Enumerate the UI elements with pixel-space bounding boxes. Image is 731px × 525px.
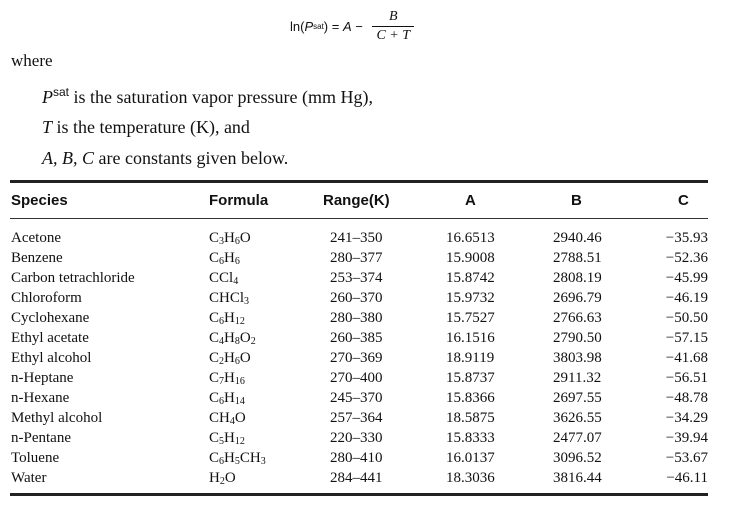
formula-subscript: 4 — [219, 336, 225, 347]
formula-subscript: 2 — [250, 336, 256, 347]
cell-range: 245–370 — [330, 390, 383, 406]
psat-var: P — [42, 87, 53, 107]
formula-element: C — [209, 370, 220, 386]
equation-close-paren: ) — [323, 18, 329, 34]
equation-a: A — [342, 18, 352, 34]
cell-b: 2696.79 — [553, 290, 602, 306]
table-header-rule — [10, 218, 708, 219]
cell-a: 15.8742 — [446, 270, 495, 286]
formula-element: CH — [239, 450, 261, 466]
formula-element: H — [224, 450, 235, 466]
formula-subscript: 12 — [234, 316, 245, 327]
cell-range: 220–330 — [330, 430, 383, 446]
table-bottom-rule — [10, 493, 708, 496]
table-row — [0, 268, 731, 288]
formula-subscript: 5 — [234, 456, 240, 467]
header-species: Species — [11, 192, 68, 209]
table-row — [0, 468, 731, 488]
definition-constants — [42, 148, 288, 169]
formula-subscript: 14 — [234, 396, 245, 407]
cell-b: 2766.63 — [553, 310, 602, 326]
cell-b: 3626.55 — [553, 410, 602, 426]
formula-element: O — [239, 330, 251, 346]
formula-element: H — [224, 310, 235, 326]
formula-element: C — [209, 310, 220, 326]
table-row — [0, 428, 731, 448]
equation-fraction — [372, 9, 414, 44]
formula-subscript: 7 — [219, 376, 225, 387]
formula-element: C — [209, 230, 220, 246]
cell-range: 280–380 — [330, 310, 383, 326]
header-c: C — [678, 192, 689, 209]
formula-element: CCl — [209, 270, 234, 286]
cell-a: 16.6513 — [446, 230, 495, 246]
cell-a: 15.9732 — [446, 290, 495, 306]
cell-a: 15.9008 — [446, 250, 495, 266]
formula-element: O — [224, 470, 236, 486]
header-range: Range(K) — [323, 192, 390, 209]
formula-element: O — [234, 410, 246, 426]
formula-subscript: 4 — [233, 276, 239, 287]
formula-element: C — [209, 330, 220, 346]
cell-range: 257–364 — [330, 410, 383, 426]
table-row — [0, 288, 731, 308]
table-row — [0, 408, 731, 428]
formula-element: H — [224, 370, 235, 386]
cell-b: 2808.19 — [553, 270, 602, 286]
equation-minus: − — [351, 18, 367, 34]
header-formula: Formula — [209, 192, 269, 209]
table-row — [0, 348, 731, 368]
cell-range: 270–400 — [330, 370, 383, 386]
formula-subscript: 6 — [234, 256, 240, 267]
formula-subscript: 2 — [219, 476, 225, 487]
cell-c: −48.78 — [665, 390, 708, 406]
cell-c: −56.51 — [665, 370, 708, 386]
table-row — [0, 228, 731, 248]
table-row — [0, 368, 731, 388]
formula-subscript: 3 — [219, 236, 225, 247]
cell-species: Ethyl alcohol — [11, 350, 92, 366]
formula-subscript: 6 — [219, 456, 225, 467]
definition-temperature — [42, 117, 250, 138]
cell-b: 2788.51 — [553, 250, 602, 266]
psat-text: is the saturation vapor pressure (mm Hg), — [69, 87, 373, 107]
cell-b: 3803.98 — [553, 350, 602, 366]
cell-species: n-Pentane — [11, 430, 71, 446]
cell-species: Toluene — [11, 450, 60, 466]
formula-subscript: 5 — [219, 436, 225, 447]
formula-subscript: 6 — [219, 396, 225, 407]
cell-range: 241–350 — [330, 230, 383, 246]
cell-species: Carbon tetrachloride — [11, 270, 135, 286]
formula-subscript: 6 — [234, 236, 240, 247]
abc-text: are constants given below. — [94, 148, 289, 168]
formula-subscript: 4 — [229, 416, 235, 427]
cell-c: −52.36 — [665, 250, 708, 266]
equation-equals: = — [328, 18, 343, 34]
cell-b: 2790.50 — [553, 330, 602, 346]
cell-b: 2697.55 — [553, 390, 602, 406]
cell-a: 15.8366 — [446, 390, 495, 406]
equation-p: P — [304, 18, 314, 34]
formula-element: H — [224, 250, 235, 266]
formula-element: C — [209, 390, 220, 406]
table-row — [0, 248, 731, 268]
cell-c: −35.93 — [665, 230, 708, 246]
cell-a: 15.7527 — [446, 310, 495, 326]
formula-element: H — [224, 390, 235, 406]
cell-species: Ethyl acetate — [11, 330, 89, 346]
cell-species: Benzene — [11, 250, 63, 266]
table-top-rule — [10, 180, 708, 183]
cell-c: −45.99 — [665, 270, 708, 286]
formula-subscript: 2 — [219, 356, 225, 367]
cell-species: Cyclohexane — [11, 310, 90, 326]
cell-c: −39.94 — [665, 430, 708, 446]
cell-species: Methyl alcohol — [11, 410, 103, 426]
cell-c: −53.67 — [665, 450, 708, 466]
formula-element: CHCl — [209, 290, 245, 306]
formula-element: C — [209, 430, 220, 446]
formula-element: H — [209, 470, 220, 486]
formula-subscript: 6 — [219, 256, 225, 267]
cell-species: Water — [11, 470, 47, 486]
cell-a: 16.1516 — [446, 330, 495, 346]
t-text: is the temperature (K), and — [52, 117, 250, 137]
cell-b: 3816.44 — [553, 470, 602, 486]
cell-a: 15.8737 — [446, 370, 495, 386]
cell-a: 15.8333 — [446, 430, 495, 446]
cell-a: 18.5875 — [446, 410, 495, 426]
cell-formula — [209, 468, 236, 492]
cell-c: −46.19 — [665, 290, 708, 306]
formula-subscript: 8 — [234, 336, 240, 347]
formula-subscript: 3 — [260, 456, 266, 467]
table-row — [0, 328, 731, 348]
cell-c: −50.50 — [665, 310, 708, 326]
equation-ln: ln( — [290, 18, 305, 34]
cell-range: 260–385 — [330, 330, 383, 346]
cell-b: 3096.52 — [553, 450, 602, 466]
table-row — [0, 388, 731, 408]
cell-b: 2477.07 — [553, 430, 602, 446]
header-a: A — [465, 192, 476, 209]
cell-species: Acetone — [11, 230, 61, 246]
where-text: where — [11, 51, 53, 70]
cell-species: n-Hexane — [11, 390, 70, 406]
formula-element: O — [239, 230, 251, 246]
definition-psat — [42, 85, 373, 108]
formula-element: H — [224, 330, 235, 346]
formula-element: C — [209, 250, 220, 266]
antoine-constants-table — [0, 228, 731, 488]
formula-subscript: 6 — [234, 356, 240, 367]
formula-element: H — [224, 350, 235, 366]
cell-range: 253–374 — [330, 270, 383, 286]
formula-subscript: 16 — [234, 376, 245, 387]
formula-element: C — [209, 350, 220, 366]
abc-var: A, B, C — [42, 148, 94, 168]
table-row — [0, 448, 731, 468]
cell-c: −41.68 — [665, 350, 708, 366]
antoine-equation — [290, 6, 414, 46]
psat-sup: sat — [53, 85, 70, 99]
cell-c: −34.29 — [665, 410, 708, 426]
cell-species: Chloroform — [11, 290, 82, 306]
cell-a: 18.3036 — [446, 470, 495, 486]
cell-range: 260–370 — [330, 290, 383, 306]
t-var: T — [42, 117, 53, 137]
cell-c: −57.15 — [665, 330, 708, 346]
cell-species: n-Heptane — [11, 370, 74, 386]
equation-denominator: C + T — [376, 27, 411, 43]
equation-sat: sat — [313, 21, 324, 31]
formula-element: O — [239, 350, 251, 366]
formula-element: CH — [209, 410, 230, 426]
cell-b: 2940.46 — [553, 230, 602, 246]
cell-range: 284–441 — [330, 470, 383, 486]
formula-element: H — [224, 230, 235, 246]
formula-element: C — [209, 450, 220, 466]
cell-b: 2911.32 — [553, 370, 602, 386]
formula-subscript: 6 — [219, 316, 225, 327]
formula-subscript: 12 — [234, 436, 245, 447]
equation-numerator: B — [388, 8, 398, 24]
cell-range: 280–377 — [330, 250, 383, 266]
header-b: B — [571, 192, 582, 209]
cell-range: 280–410 — [330, 450, 383, 466]
cell-a: 16.0137 — [446, 450, 495, 466]
cell-range: 270–369 — [330, 350, 383, 366]
table-row — [0, 308, 731, 328]
cell-c: −46.11 — [666, 470, 708, 486]
formula-subscript: 3 — [244, 296, 250, 307]
cell-a: 18.9119 — [446, 350, 495, 366]
formula-element: H — [224, 430, 235, 446]
